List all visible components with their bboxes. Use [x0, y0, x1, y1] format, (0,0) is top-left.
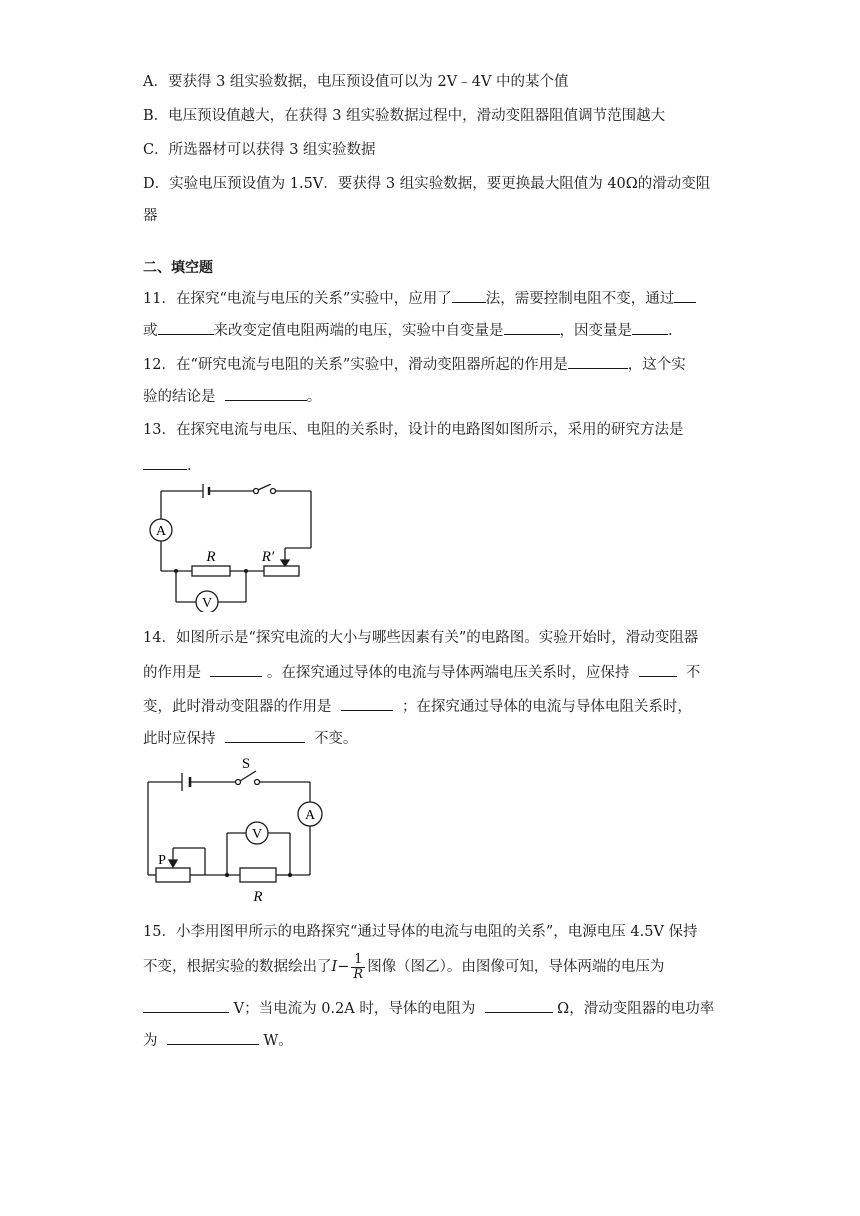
- question-14-line-2: 的作用是 。在探究通过导体的电流与导体两端电压关系时，应保持 不: [143, 662, 700, 683]
- question-13-line-2: .: [143, 455, 192, 476]
- option-a: A．要获得 3 组实验数据，电压预设值可以为 2V﹣4V 中的某个值: [143, 74, 569, 90]
- blank[interactable]: [639, 662, 677, 677]
- question-14-line-4: 此时应保持 不变。: [143, 728, 357, 749]
- circuit-diagram-14: [140, 756, 330, 906]
- resistor-label: R: [253, 889, 263, 905]
- voltmeter-label: V: [201, 596, 213, 611]
- blank[interactable]: [452, 288, 486, 303]
- blank[interactable]: [674, 288, 696, 303]
- section-heading: 二、填空题: [143, 260, 213, 276]
- ammeter-label: A: [304, 808, 316, 823]
- question-11-line-1: 11．在探究“电流与电压的关系”实验中，应用了 法，需要控制电阻不变，通过: [143, 288, 696, 309]
- blank[interactable]: [225, 386, 307, 401]
- question-15-line-1: 15．小李用图甲所示的电路探究“通过导体的电流与电阻的关系”，电源电压 4.5V 保持: [143, 924, 698, 940]
- blank[interactable]: [225, 728, 305, 743]
- resistor-label: R: [206, 549, 216, 565]
- blank[interactable]: [143, 455, 187, 470]
- slider-label: P: [158, 853, 166, 868]
- rheostat-label: R′: [261, 549, 275, 565]
- question-15-line-4: 为 W。: [143, 1030, 293, 1051]
- option-d: D．实验电压预设值为 1.5V．要获得 3 组实验数据，要更换最大阻值为 40Ω的滑动变阻: [143, 176, 711, 192]
- question-12-line-1: 12．在“研究电流与电阻的关系”实验中，滑动变阻器所起的作用是 ，这个实: [143, 354, 686, 375]
- blank[interactable]: [210, 662, 262, 677]
- blank[interactable]: [341, 696, 393, 711]
- blank[interactable]: [632, 320, 668, 335]
- option-d-cont: 器: [143, 208, 158, 224]
- fraction-one-over-r: $\frac{1}{R}$: [353, 951, 364, 982]
- blank[interactable]: [158, 320, 214, 335]
- blank[interactable]: [504, 320, 560, 335]
- blank[interactable]: [143, 998, 229, 1013]
- question-14-line-1: 14．如图所示是“探究电流的大小与哪些因素有关”的电路图。实验开始时，滑动变阻器: [143, 630, 699, 646]
- ammeter-label: A: [155, 524, 167, 539]
- circuit-diagram-13: [140, 484, 320, 612]
- question-14-line-3: 变，此时滑动变阻器的作用是 ；在探究通过导体的电流与导体电阻关系时，: [143, 696, 692, 717]
- blank[interactable]: [485, 998, 553, 1013]
- voltmeter-label: V: [251, 827, 263, 842]
- question-15-line-2: 不变，根据实验的数据绘出了I− $\frac{1}{R}$ 图像（图乙）。由图像可知，导体两端的电压为: [143, 951, 665, 982]
- blank[interactable]: [167, 1030, 259, 1045]
- current-symbol: I: [331, 959, 338, 975]
- question-13-line-1: 13．在探究电流与电压、电阻的关系时，设计的电路图如图所示，采用的研究方法是: [143, 422, 684, 438]
- switch-label: S: [241, 756, 251, 772]
- question-11-line-2: 或 来改变定值电阻两端的电压，实验中自变量是 ，因变量是 .: [143, 320, 673, 341]
- option-b: B．电压预设值越大，在获得 3 组实验数据过程中，滑动变阻器阻值调节范围越大: [143, 108, 666, 124]
- question-12-line-2: 验的结论是 。: [143, 386, 321, 407]
- question-15-line-3: V；当电流为 0.2A 时，导体的电阻为 Ω，滑动变阻器的电功率: [143, 998, 714, 1019]
- option-c: C．所选器材可以获得 3 组实验数据: [143, 142, 376, 158]
- blank[interactable]: [568, 354, 628, 369]
